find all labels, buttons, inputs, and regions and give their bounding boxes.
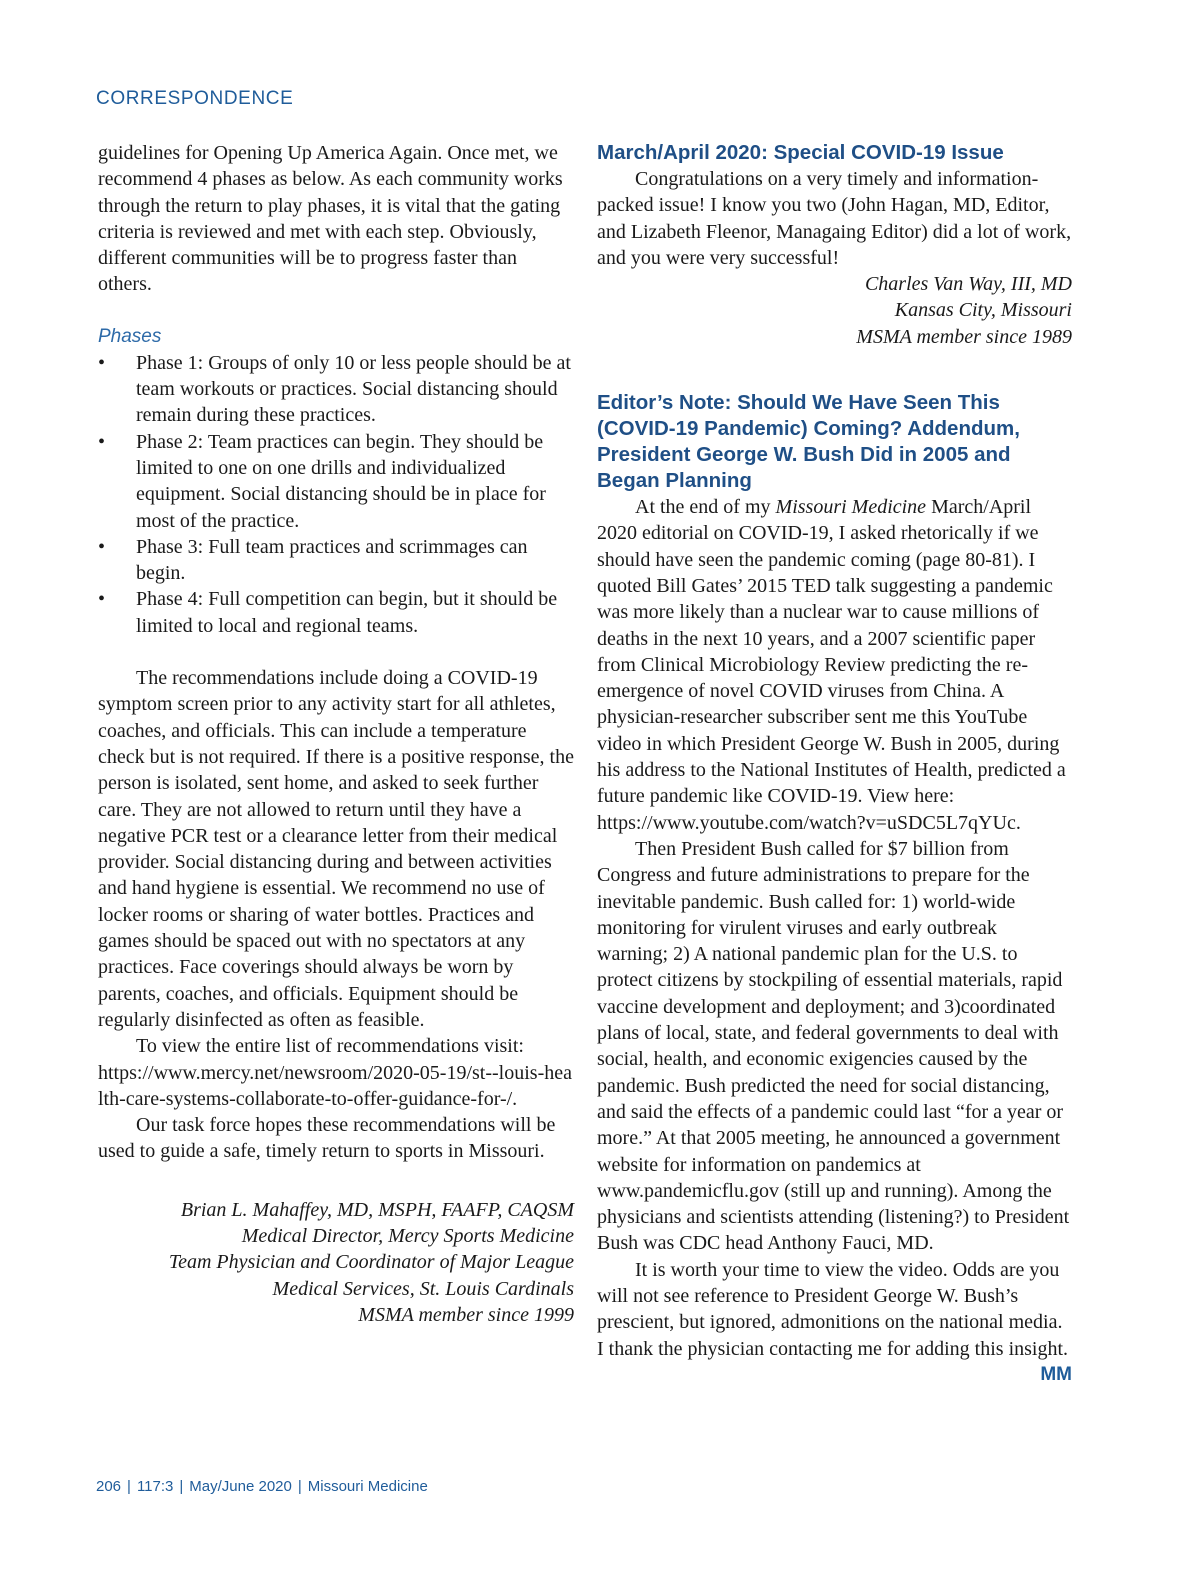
list-item: [98, 586, 574, 639]
phase-text: Phase 3: Full team practices and scrimmages can begin.: [136, 535, 528, 585]
signature-line: Team Physician and Coordinator of Major League: [168, 1251, 574, 1274]
signature-line: Kansas City, Missouri: [894, 299, 1072, 322]
issue-number: 117:3: [136, 1478, 174, 1495]
p3-text: It is worth your time to view the video. Odds are you will not see reference to President George W. Bush’s prescient, but ignored, admonitions on the national media. I thank the physician contacting me for adding this insight.: [597, 1258, 1069, 1360]
journal-name: Missouri Medicine: [307, 1478, 428, 1495]
phases-list: [98, 350, 574, 639]
journal-title: Missouri Medicine: [775, 496, 927, 519]
p1-start: At the end of my: [635, 496, 776, 519]
phase-text: Phase 2: Team practices can begin. They should be limited to one on one drills and individualized equipment. Social distancing should be in place for most of the practice.: [136, 430, 546, 532]
letter-signature: [597, 271, 1072, 350]
page-footer: [96, 1478, 428, 1495]
bullet-icon: •: [98, 588, 106, 611]
bullet-icon: •: [98, 351, 106, 374]
issue-date: May/June 2020: [189, 1478, 292, 1495]
editors-note-paragraph-2: Then President Bush called for $7 billion from Congress and future administrations to prepare for the inevitable pandemic. Bush called for: 1) world-wide monitoring for virulent viruses and early outbreak warning; 2) A national pandemic plan for the U.S. to protect citizens by stockpiling of essential materials, rapid vaccine development and deployment; and 3)coordinated plans of local, state, and federal governments to deal with social, health, and economic exigencies caused by the pandemic. Bush predicted the need for social distancing, and said the effects of a pandemic could last “for a year or more.” At that 2005 meeting, he announced a government website for information on pandemics at www.pandemicflu.gov (still up and running). Among the physicians and scientists attending (listening?) to President Bush was CDC head Anthony Fauci, MD.: [597, 837, 1070, 1255]
list-item: [98, 350, 574, 429]
list-item: [98, 429, 574, 534]
letter-body: Congratulations on a very timely and information-packed issue! I know you two (John Hagan, MD, Editor, and Lizabeth Fleenor, Managaing Editor) did a lot of work, and you were very successful!: [597, 168, 1072, 269]
phases-heading: Phases: [98, 325, 162, 347]
editors-note-paragraph-3: [597, 1257, 1072, 1385]
signature-line: Brian L. Mahaffey, MD, MSPH, FAAFP, CAQSM: [180, 1198, 574, 1221]
signature-block: [98, 1197, 574, 1328]
signature-line: Medical Services, St. Louis Cardinals: [272, 1277, 574, 1300]
signature-line: MSMA member since 1999: [358, 1303, 574, 1326]
editors-note-heading: Editor’s Note: Should We Have Seen This (COVID-19 Pandemic) Coming? Addendum, President George W. Bush Did in 2005 and Began Planning: [597, 391, 1020, 493]
recommendations-link[interactable]: https://www.mercy.net/newsroom/2020-05-19/st--louis-health-care-systems-collaborate-to-offer-guidance-for-/.: [98, 1061, 572, 1110]
editors-note-paragraph-1: [597, 494, 1072, 836]
signature-line: Charles Van Way, III, MD: [864, 273, 1072, 296]
right-column: [597, 140, 1072, 1388]
signature-line: MSMA member since 1989: [856, 325, 1072, 348]
letter-heading: March/April 2020: Special COVID-19 Issue: [597, 141, 1004, 164]
intro-paragraph: guidelines for Opening Up America Again. Once met, we recommend 4 phases as below. As each community works through the return to play phases, it is vital that the gating criteria is reviewed and met with each step. Obviously, different communities will be to progress faster than others.: [98, 142, 563, 296]
bullet-icon: •: [98, 430, 106, 453]
page-number: 206: [96, 1478, 122, 1495]
separator: |: [127, 1478, 131, 1495]
list-item: [98, 534, 574, 587]
phase-text: Phase 1: Groups of only 10 or less people should be at team workouts or practices. Social distancing should remain during these practices.: [136, 351, 571, 427]
section-label: CORRESPONDENCE: [96, 88, 294, 109]
bullet-icon: •: [98, 535, 106, 558]
p1-rest: March/April 2020 editorial on COVID-19, I asked rhetorically if we should have seen the pandemic coming (page 80-81). I quoted Bill Gates’ 2015 TED talk suggesting a pandemic was more likely than a nuclear war to cause millions of deaths in the next 10 years, and a 2007 scientific paper from Clinical Microbiology Review predicting the re-emergence of novel COVID viruses from China. A physician-researcher subscriber sent me this YouTube video in which President George W. Bush in 2005, during his address to the National Institutes of Health, predicted a future pandemic like COVID-19. View here: https://www.youtube.com/watch?v=uSDC5L7qYUc.: [597, 496, 1066, 834]
separator: |: [297, 1478, 302, 1495]
phase-text: Phase 4: Full competition can begin, but it should be limited to local and regional teams.: [136, 588, 558, 637]
recommendations-paragraph: The recommendations include doing a COVID-19 symptom screen prior to any activity start for all athletes, coaches, and officials. This can include a temperature check but is not required. If there is a positive response, the person is isolated, sent home, and asked to seek further care. They are not allowed to return until they have a negative PCR test or a clearance letter from their medical provider. Social distancing during and between activities and hand hygiene is essential. We recommend no use of locker rooms or sharing of water bottles. Practices and games should be spaced out with no spectators at any practices. Face coverings should always be worn by parents, coaches, and officials. Equipment should be regularly disinfected as often as feasible.: [98, 667, 574, 1031]
left-column: [98, 140, 574, 1328]
end-mark: MM: [1040, 1363, 1072, 1385]
view-list-text: To view the entire list of recommendations visit:: [136, 1035, 524, 1058]
separator: |: [179, 1478, 184, 1495]
signature-line: Medical Director, Mercy Sports Medicine: [241, 1224, 574, 1247]
closing-paragraph: Our task force hopes these recommendations will be used to guide a safe, timely return to sports in Missouri.: [98, 1114, 556, 1163]
